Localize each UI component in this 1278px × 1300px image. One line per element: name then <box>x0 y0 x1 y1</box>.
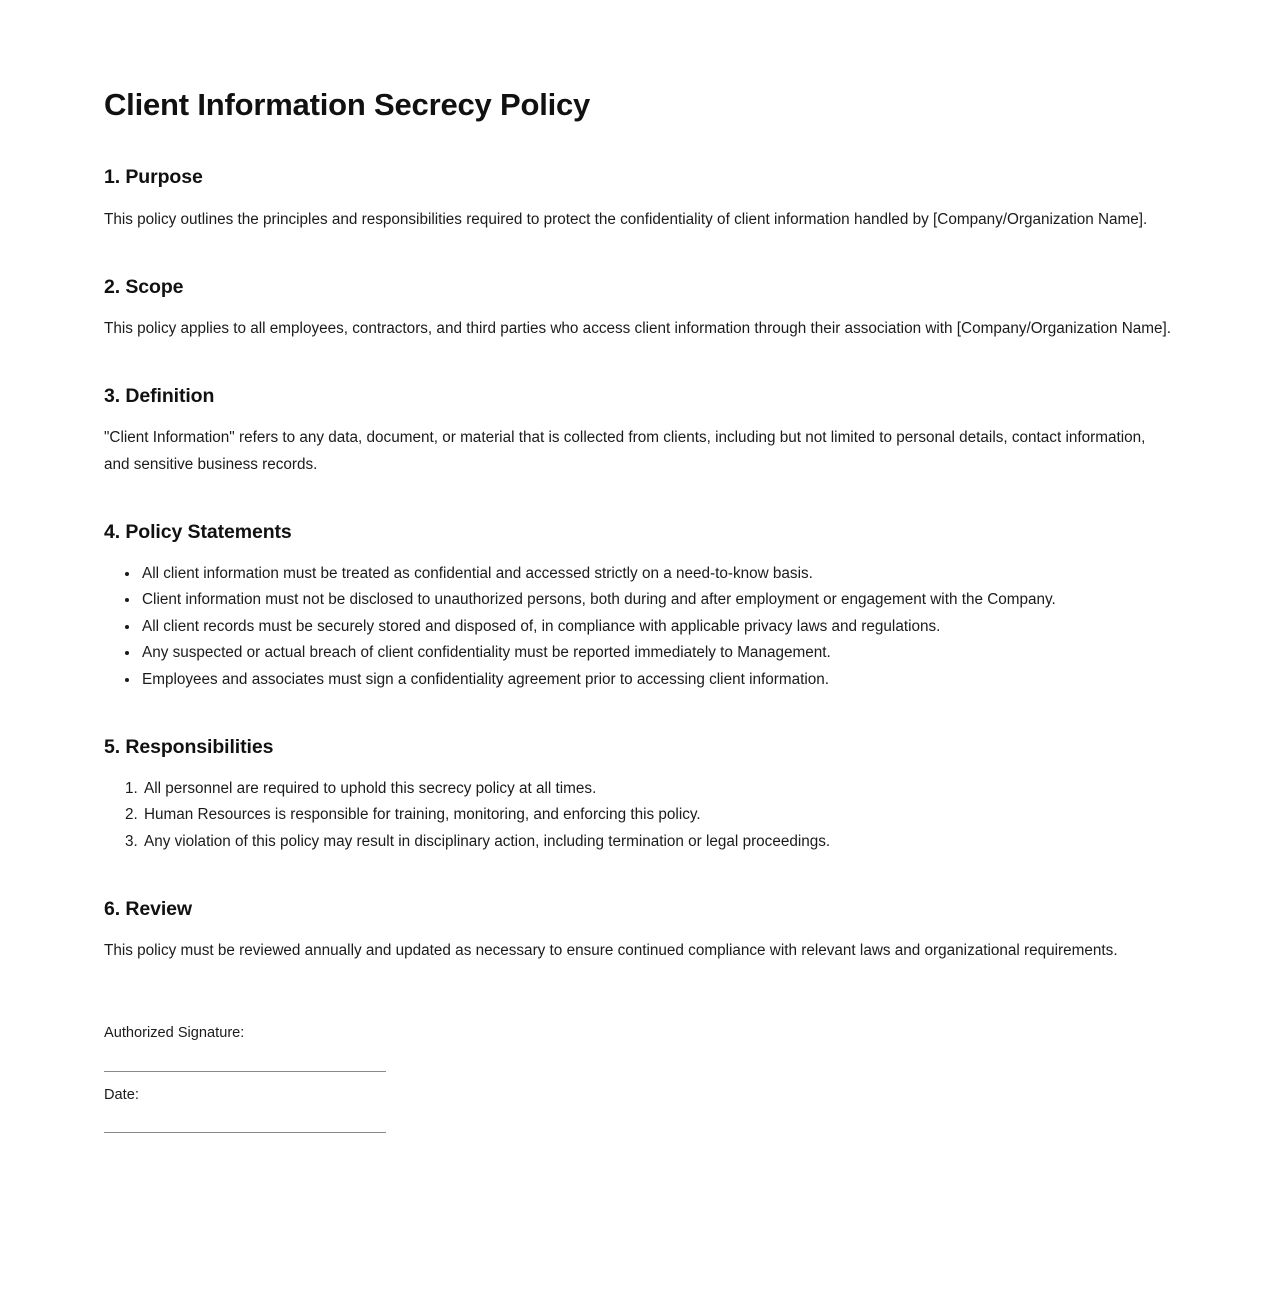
section-review <box>104 897 1172 964</box>
section-responsibilities <box>104 735 1172 855</box>
section-heading-policy-statements: 4. Policy Statements <box>104 521 292 544</box>
section-definition <box>104 384 1172 478</box>
section-paragraph-definition: "Client Information" refers to any data, document, or material that is collected from clients, including but not limited to personal details, contact information, and sensitive business records. <box>104 429 1146 474</box>
date-label: Date: <box>104 1087 139 1104</box>
section-scope <box>104 275 1172 342</box>
list-item: • Any suspected or actual breach of client confidentiality must be reported immediately to Management. <box>140 640 1172 667</box>
date-line <box>104 1132 386 1133</box>
responsibilities-list <box>104 776 1172 856</box>
list-item: • All client information must be treated as confidential and accessed strictly on a need-to-know basis. <box>140 561 1172 588</box>
section-heading-scope: 2. Scope <box>104 275 184 298</box>
section-paragraph-purpose: This policy outlines the principles and responsibilities required to protect the confidentiality of client information handled by [Company/Organization Name]. <box>104 210 1148 228</box>
list-item: • Client information must not be disclosed to unauthorized persons, both during and after employment or engagement with the Company. <box>140 587 1172 614</box>
signature-line <box>104 1071 386 1072</box>
authorized-signature-label: Authorized Signature: <box>104 1025 245 1042</box>
signature-block <box>104 1022 1172 1133</box>
section-heading-responsibilities: 5. Responsibilities <box>104 736 274 759</box>
policy-statements-list <box>104 561 1172 694</box>
list-item: 2. Human Resources is responsible for training, monitoring, and enforcing this policy. <box>142 802 1172 829</box>
list-item: • Employees and associates must sign a confidentiality agreement prior to accessing client information. <box>140 667 1172 694</box>
page-title: Client Information Secrecy Policy <box>104 87 591 122</box>
section-heading-definition: 3. Definition <box>104 384 215 407</box>
section-heading-review: 6. Review <box>104 898 192 921</box>
section-purpose <box>104 165 1172 232</box>
list-item: • All client records must be securely stored and disposed of, in compliance with applicable privacy laws and regulations. <box>140 614 1172 641</box>
section-paragraph-review: This policy must be reviewed annually and updated as necessary to ensure continued compliance with relevant laws and organizational requirements. <box>104 942 1118 960</box>
list-item: 3. Any violation of this policy may result in disciplinary action, including termination or legal proceedings. <box>142 829 1172 856</box>
section-paragraph-scope: This policy applies to all employees, contractors, and third parties who access client information through their association with [Company/Organization Name]. <box>104 319 1172 337</box>
section-policy-statements <box>104 520 1172 693</box>
section-heading-purpose: 1. Purpose <box>104 166 203 189</box>
list-item: 1. All personnel are required to uphold this secrecy policy at all times. <box>142 776 1172 803</box>
